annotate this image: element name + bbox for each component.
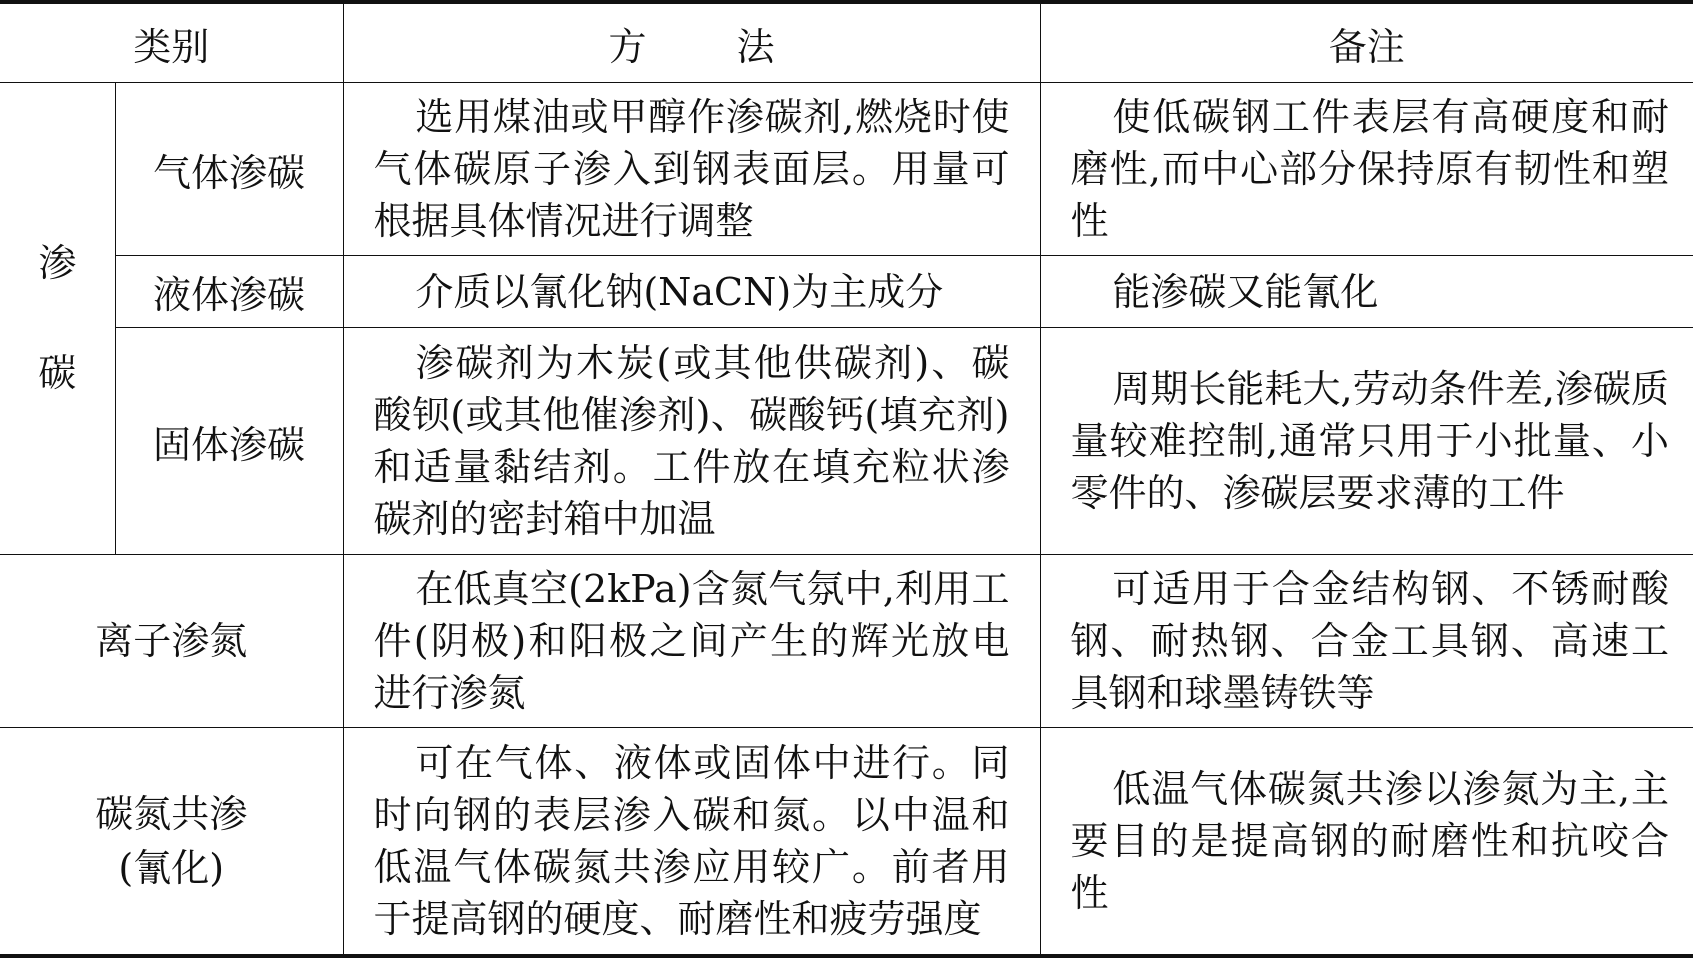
remark-ion-nitriding: 可适用于合金结构钢、不锈耐酸钢、耐热钢、合金工具钢、高速工具钢和球墨铸铁等 (1040, 554, 1693, 727)
category-carbonitriding (0, 728, 343, 956)
table-row (0, 83, 1693, 256)
subtype-solid-carburizing: 固体渗碳 (115, 328, 343, 555)
category-carburizing-top: 渗 (38, 241, 77, 286)
table-row (0, 328, 1693, 555)
method-ion-nitriding: 在低真空(2kPa)含氮气氛中,利用工件(阴极)和阳极之间产生的辉光放电进行渗氮 (343, 554, 1040, 727)
category-ion-nitriding: 离子渗氮 (0, 554, 343, 727)
remark-carbonitriding: 低温气体碳氮共渗以渗氮为主,主要目的是提高钢的耐磨性和抗咬合性 (1040, 728, 1693, 956)
method-carbonitriding: 可在气体、液体或固体中进行。同时向钢的表层渗入碳和氮。以中温和低温气体碳氮共渗应用较广。前者用于提高钢的硬度、耐磨性和疲劳强度 (343, 728, 1040, 956)
subtype-liquid-carburizing: 液体渗碳 (115, 256, 343, 328)
header-row (0, 2, 1693, 83)
header-category: 类别 (0, 2, 343, 83)
category-carbonitriding-line1: 碳氮共渗 (95, 792, 248, 837)
method-gas-carburizing: 选用煤油或甲醇作渗碳剂,燃烧时使气体碳原子渗入到钢表面层。用量可根据具体情况进行调整 (343, 83, 1040, 256)
remark-gas-carburizing: 使低碳钢工件表层有高硬度和耐磨性,而中心部分保持原有韧性和塑性 (1040, 83, 1693, 256)
header-method: 方法 (343, 2, 1040, 83)
remark-liquid-carburizing: 能渗碳又能氰化 (1040, 256, 1693, 328)
remark-solid-carburizing: 周期长能耗大,劳动条件差,渗碳质量较难控制,通常只用于小批量、小零件的、渗碳层要求薄的工件 (1040, 328, 1693, 555)
category-carburizing-bottom: 碳 (38, 351, 77, 396)
subtype-gas-carburizing: 气体渗碳 (115, 83, 343, 256)
table-row (0, 554, 1693, 727)
method-liquid-carburizing: 介质以氰化钠(NaCN)为主成分 (343, 256, 1040, 328)
table-row (0, 256, 1693, 328)
header-remark: 备注 (1040, 2, 1693, 83)
category-carburizing (0, 83, 115, 555)
table-row (0, 728, 1693, 956)
method-solid-carburizing: 渗碳剂为木炭(或其他供碳剂)、碳酸钡(或其他催渗剂)、碳酸钙(填充剂)和适量黏结剂。工件放在填充粒状渗碳剂的密封箱中加温 (343, 328, 1040, 555)
category-carbonitriding-line2: (氰化) (118, 846, 225, 891)
